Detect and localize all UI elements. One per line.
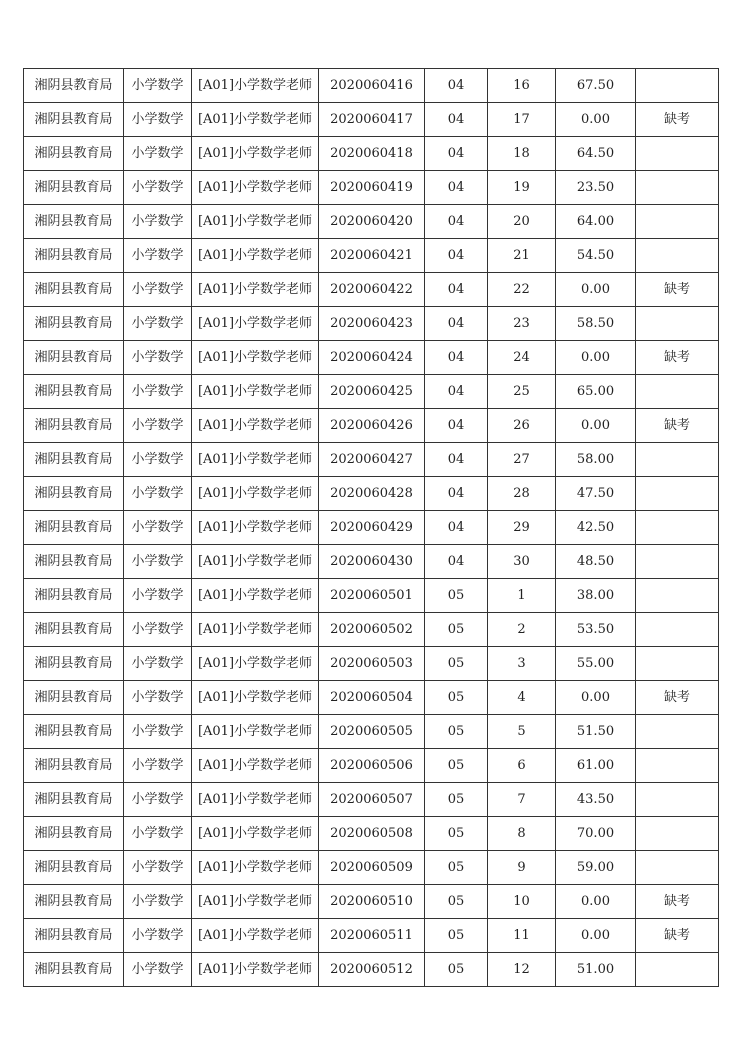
exam-number-cell: 2020060421 bbox=[319, 239, 425, 273]
unit-cell: 湘阴县教育局 bbox=[24, 511, 124, 545]
seat-number-cell: 25 bbox=[488, 375, 556, 409]
score-cell: 0.00 bbox=[556, 341, 636, 375]
score-cell: 64.50 bbox=[556, 137, 636, 171]
post-cell: [A01]小学数学老师 bbox=[192, 579, 319, 613]
remark-cell bbox=[636, 749, 719, 783]
exam-number-cell: 2020060501 bbox=[319, 579, 425, 613]
unit-cell: 湘阴县教育局 bbox=[24, 69, 124, 103]
seat-number-cell: 4 bbox=[488, 681, 556, 715]
remark-cell bbox=[636, 953, 719, 987]
table-row bbox=[24, 511, 719, 545]
exam-room-cell: 04 bbox=[425, 137, 488, 171]
unit-cell: 湘阴县教育局 bbox=[24, 647, 124, 681]
subject-cell: 小学数学 bbox=[124, 953, 192, 987]
unit-cell: 湘阴县教育局 bbox=[24, 103, 124, 137]
exam-room-cell: 04 bbox=[425, 341, 488, 375]
score-cell: 0.00 bbox=[556, 409, 636, 443]
exam-number-cell: 2020060511 bbox=[319, 919, 425, 953]
table-row bbox=[24, 579, 719, 613]
exam-room-cell: 04 bbox=[425, 409, 488, 443]
seat-number-cell: 30 bbox=[488, 545, 556, 579]
table-row bbox=[24, 477, 719, 511]
unit-cell: 湘阴县教育局 bbox=[24, 443, 124, 477]
subject-cell: 小学数学 bbox=[124, 783, 192, 817]
exam-room-cell: 05 bbox=[425, 919, 488, 953]
table-row bbox=[24, 239, 719, 273]
score-cell: 70.00 bbox=[556, 817, 636, 851]
post-cell: [A01]小学数学老师 bbox=[192, 749, 319, 783]
table-row bbox=[24, 885, 719, 919]
unit-cell: 湘阴县教育局 bbox=[24, 545, 124, 579]
remark-cell bbox=[636, 817, 719, 851]
unit-cell: 湘阴县教育局 bbox=[24, 613, 124, 647]
table-row bbox=[24, 613, 719, 647]
seat-number-cell: 27 bbox=[488, 443, 556, 477]
exam-number-cell: 2020060423 bbox=[319, 307, 425, 341]
table-row bbox=[24, 69, 719, 103]
exam-room-cell: 05 bbox=[425, 681, 488, 715]
remark-cell bbox=[636, 647, 719, 681]
score-cell: 67.50 bbox=[556, 69, 636, 103]
subject-cell: 小学数学 bbox=[124, 919, 192, 953]
remark-cell bbox=[636, 851, 719, 885]
remark-cell bbox=[636, 715, 719, 749]
subject-cell: 小学数学 bbox=[124, 817, 192, 851]
unit-cell: 湘阴县教育局 bbox=[24, 783, 124, 817]
exam-number-cell: 2020060422 bbox=[319, 273, 425, 307]
subject-cell: 小学数学 bbox=[124, 239, 192, 273]
exam-room-cell: 05 bbox=[425, 579, 488, 613]
exam-room-cell: 05 bbox=[425, 647, 488, 681]
remark-cell bbox=[636, 239, 719, 273]
post-cell: [A01]小学数学老师 bbox=[192, 409, 319, 443]
score-cell: 51.00 bbox=[556, 953, 636, 987]
seat-number-cell: 9 bbox=[488, 851, 556, 885]
unit-cell: 湘阴县教育局 bbox=[24, 477, 124, 511]
exam-number-cell: 2020060425 bbox=[319, 375, 425, 409]
remark-cell bbox=[636, 613, 719, 647]
subject-cell: 小学数学 bbox=[124, 647, 192, 681]
seat-number-cell: 22 bbox=[488, 273, 556, 307]
post-cell: [A01]小学数学老师 bbox=[192, 341, 319, 375]
seat-number-cell: 16 bbox=[488, 69, 556, 103]
table-row bbox=[24, 443, 719, 477]
remark-cell bbox=[636, 783, 719, 817]
remark-cell: 缺考 bbox=[636, 341, 719, 375]
unit-cell: 湘阴县教育局 bbox=[24, 205, 124, 239]
exam-number-cell: 2020060420 bbox=[319, 205, 425, 239]
table-row bbox=[24, 205, 719, 239]
score-cell: 0.00 bbox=[556, 103, 636, 137]
unit-cell: 湘阴县教育局 bbox=[24, 715, 124, 749]
subject-cell: 小学数学 bbox=[124, 103, 192, 137]
exam-room-cell: 04 bbox=[425, 545, 488, 579]
exam-number-cell: 2020060505 bbox=[319, 715, 425, 749]
exam-room-cell: 04 bbox=[425, 103, 488, 137]
post-cell: [A01]小学数学老师 bbox=[192, 613, 319, 647]
subject-cell: 小学数学 bbox=[124, 477, 192, 511]
unit-cell: 湘阴县教育局 bbox=[24, 341, 124, 375]
post-cell: [A01]小学数学老师 bbox=[192, 205, 319, 239]
score-cell: 53.50 bbox=[556, 613, 636, 647]
post-cell: [A01]小学数学老师 bbox=[192, 715, 319, 749]
score-cell: 38.00 bbox=[556, 579, 636, 613]
exam-room-cell: 05 bbox=[425, 817, 488, 851]
exam-room-cell: 05 bbox=[425, 749, 488, 783]
seat-number-cell: 18 bbox=[488, 137, 556, 171]
post-cell: [A01]小学数学老师 bbox=[192, 69, 319, 103]
table-row bbox=[24, 681, 719, 715]
exam-room-cell: 04 bbox=[425, 69, 488, 103]
table-row bbox=[24, 137, 719, 171]
unit-cell: 湘阴县教育局 bbox=[24, 239, 124, 273]
table-row bbox=[24, 647, 719, 681]
remark-cell bbox=[636, 545, 719, 579]
exam-number-cell: 2020060426 bbox=[319, 409, 425, 443]
seat-number-cell: 3 bbox=[488, 647, 556, 681]
table-row bbox=[24, 851, 719, 885]
exam-room-cell: 05 bbox=[425, 715, 488, 749]
post-cell: [A01]小学数学老师 bbox=[192, 443, 319, 477]
remark-cell bbox=[636, 307, 719, 341]
unit-cell: 湘阴县教育局 bbox=[24, 681, 124, 715]
score-cell: 43.50 bbox=[556, 783, 636, 817]
seat-number-cell: 20 bbox=[488, 205, 556, 239]
seat-number-cell: 28 bbox=[488, 477, 556, 511]
unit-cell: 湘阴县教育局 bbox=[24, 851, 124, 885]
post-cell: [A01]小学数学老师 bbox=[192, 375, 319, 409]
exam-number-cell: 2020060510 bbox=[319, 885, 425, 919]
table-row bbox=[24, 953, 719, 987]
score-cell: 0.00 bbox=[556, 919, 636, 953]
remark-cell: 缺考 bbox=[636, 103, 719, 137]
subject-cell: 小学数学 bbox=[124, 307, 192, 341]
exam-number-cell: 2020060417 bbox=[319, 103, 425, 137]
table-row bbox=[24, 171, 719, 205]
subject-cell: 小学数学 bbox=[124, 69, 192, 103]
exam-number-cell: 2020060503 bbox=[319, 647, 425, 681]
exam-room-cell: 05 bbox=[425, 885, 488, 919]
seat-number-cell: 19 bbox=[488, 171, 556, 205]
table-row bbox=[24, 103, 719, 137]
seat-number-cell: 5 bbox=[488, 715, 556, 749]
score-cell: 47.50 bbox=[556, 477, 636, 511]
seat-number-cell: 26 bbox=[488, 409, 556, 443]
post-cell: [A01]小学数学老师 bbox=[192, 273, 319, 307]
subject-cell: 小学数学 bbox=[124, 375, 192, 409]
remark-cell bbox=[636, 205, 719, 239]
exam-number-cell: 2020060424 bbox=[319, 341, 425, 375]
score-cell: 54.50 bbox=[556, 239, 636, 273]
exam-room-cell: 04 bbox=[425, 443, 488, 477]
post-cell: [A01]小学数学老师 bbox=[192, 817, 319, 851]
exam-room-cell: 05 bbox=[425, 613, 488, 647]
score-cell: 23.50 bbox=[556, 171, 636, 205]
post-cell: [A01]小学数学老师 bbox=[192, 239, 319, 273]
remark-cell bbox=[636, 375, 719, 409]
remark-cell bbox=[636, 69, 719, 103]
exam-number-cell: 2020060427 bbox=[319, 443, 425, 477]
seat-number-cell: 23 bbox=[488, 307, 556, 341]
table-row bbox=[24, 545, 719, 579]
post-cell: [A01]小学数学老师 bbox=[192, 171, 319, 205]
remark-cell bbox=[636, 443, 719, 477]
exam-number-cell: 2020060502 bbox=[319, 613, 425, 647]
exam-room-cell: 04 bbox=[425, 375, 488, 409]
unit-cell: 湘阴县教育局 bbox=[24, 307, 124, 341]
subject-cell: 小学数学 bbox=[124, 613, 192, 647]
unit-cell: 湘阴县教育局 bbox=[24, 885, 124, 919]
table-row bbox=[24, 307, 719, 341]
unit-cell: 湘阴县教育局 bbox=[24, 579, 124, 613]
post-cell: [A01]小学数学老师 bbox=[192, 851, 319, 885]
exam-room-cell: 04 bbox=[425, 307, 488, 341]
subject-cell: 小学数学 bbox=[124, 511, 192, 545]
post-cell: [A01]小学数学老师 bbox=[192, 919, 319, 953]
subject-cell: 小学数学 bbox=[124, 443, 192, 477]
score-cell: 0.00 bbox=[556, 273, 636, 307]
post-cell: [A01]小学数学老师 bbox=[192, 511, 319, 545]
table-row bbox=[24, 409, 719, 443]
exam-room-cell: 05 bbox=[425, 851, 488, 885]
exam-number-cell: 2020060508 bbox=[319, 817, 425, 851]
post-cell: [A01]小学数学老师 bbox=[192, 307, 319, 341]
exam-number-cell: 2020060512 bbox=[319, 953, 425, 987]
score-cell: 59.00 bbox=[556, 851, 636, 885]
subject-cell: 小学数学 bbox=[124, 681, 192, 715]
exam-room-cell: 04 bbox=[425, 511, 488, 545]
unit-cell: 湘阴县教育局 bbox=[24, 749, 124, 783]
subject-cell: 小学数学 bbox=[124, 205, 192, 239]
score-cell: 61.00 bbox=[556, 749, 636, 783]
remark-cell bbox=[636, 579, 719, 613]
seat-number-cell: 1 bbox=[488, 579, 556, 613]
post-cell: [A01]小学数学老师 bbox=[192, 545, 319, 579]
score-cell: 58.00 bbox=[556, 443, 636, 477]
exam-number-cell: 2020060509 bbox=[319, 851, 425, 885]
exam-number-cell: 2020060507 bbox=[319, 783, 425, 817]
remark-cell: 缺考 bbox=[636, 681, 719, 715]
exam-room-cell: 05 bbox=[425, 953, 488, 987]
score-cell: 48.50 bbox=[556, 545, 636, 579]
seat-number-cell: 2 bbox=[488, 613, 556, 647]
score-table-body bbox=[24, 69, 719, 987]
post-cell: [A01]小学数学老师 bbox=[192, 953, 319, 987]
seat-number-cell: 17 bbox=[488, 103, 556, 137]
remark-cell bbox=[636, 171, 719, 205]
exam-number-cell: 2020060416 bbox=[319, 69, 425, 103]
post-cell: [A01]小学数学老师 bbox=[192, 477, 319, 511]
table-row bbox=[24, 783, 719, 817]
score-cell: 64.00 bbox=[556, 205, 636, 239]
subject-cell: 小学数学 bbox=[124, 341, 192, 375]
post-cell: [A01]小学数学老师 bbox=[192, 885, 319, 919]
seat-number-cell: 11 bbox=[488, 919, 556, 953]
subject-cell: 小学数学 bbox=[124, 409, 192, 443]
exam-room-cell: 04 bbox=[425, 171, 488, 205]
subject-cell: 小学数学 bbox=[124, 715, 192, 749]
exam-room-cell: 04 bbox=[425, 239, 488, 273]
subject-cell: 小学数学 bbox=[124, 545, 192, 579]
score-cell: 0.00 bbox=[556, 681, 636, 715]
exam-number-cell: 2020060430 bbox=[319, 545, 425, 579]
post-cell: [A01]小学数学老师 bbox=[192, 783, 319, 817]
exam-number-cell: 2020060428 bbox=[319, 477, 425, 511]
remark-cell bbox=[636, 137, 719, 171]
table-row bbox=[24, 749, 719, 783]
unit-cell: 湘阴县教育局 bbox=[24, 171, 124, 205]
seat-number-cell: 6 bbox=[488, 749, 556, 783]
subject-cell: 小学数学 bbox=[124, 137, 192, 171]
table-row bbox=[24, 375, 719, 409]
unit-cell: 湘阴县教育局 bbox=[24, 953, 124, 987]
exam-room-cell: 04 bbox=[425, 205, 488, 239]
post-cell: [A01]小学数学老师 bbox=[192, 681, 319, 715]
seat-number-cell: 10 bbox=[488, 885, 556, 919]
subject-cell: 小学数学 bbox=[124, 171, 192, 205]
table-row bbox=[24, 919, 719, 953]
exam-room-cell: 05 bbox=[425, 783, 488, 817]
unit-cell: 湘阴县教育局 bbox=[24, 919, 124, 953]
seat-number-cell: 24 bbox=[488, 341, 556, 375]
remark-cell: 缺考 bbox=[636, 885, 719, 919]
table-row bbox=[24, 817, 719, 851]
unit-cell: 湘阴县教育局 bbox=[24, 137, 124, 171]
remark-cell: 缺考 bbox=[636, 919, 719, 953]
subject-cell: 小学数学 bbox=[124, 749, 192, 783]
remark-cell bbox=[636, 477, 719, 511]
score-cell: 65.00 bbox=[556, 375, 636, 409]
unit-cell: 湘阴县教育局 bbox=[24, 817, 124, 851]
seat-number-cell: 7 bbox=[488, 783, 556, 817]
seat-number-cell: 8 bbox=[488, 817, 556, 851]
table-row bbox=[24, 273, 719, 307]
remark-cell: 缺考 bbox=[636, 273, 719, 307]
unit-cell: 湘阴县教育局 bbox=[24, 273, 124, 307]
unit-cell: 湘阴县教育局 bbox=[24, 409, 124, 443]
post-cell: [A01]小学数学老师 bbox=[192, 647, 319, 681]
remark-cell bbox=[636, 511, 719, 545]
post-cell: [A01]小学数学老师 bbox=[192, 103, 319, 137]
post-cell: [A01]小学数学老师 bbox=[192, 137, 319, 171]
table-row bbox=[24, 341, 719, 375]
score-table bbox=[23, 68, 719, 987]
score-cell: 51.50 bbox=[556, 715, 636, 749]
seat-number-cell: 12 bbox=[488, 953, 556, 987]
remark-cell: 缺考 bbox=[636, 409, 719, 443]
exam-number-cell: 2020060506 bbox=[319, 749, 425, 783]
subject-cell: 小学数学 bbox=[124, 273, 192, 307]
score-cell: 0.00 bbox=[556, 885, 636, 919]
score-cell: 55.00 bbox=[556, 647, 636, 681]
score-cell: 42.50 bbox=[556, 511, 636, 545]
exam-number-cell: 2020060504 bbox=[319, 681, 425, 715]
subject-cell: 小学数学 bbox=[124, 851, 192, 885]
subject-cell: 小学数学 bbox=[124, 579, 192, 613]
exam-number-cell: 2020060419 bbox=[319, 171, 425, 205]
score-cell: 58.50 bbox=[556, 307, 636, 341]
exam-number-cell: 2020060418 bbox=[319, 137, 425, 171]
exam-room-cell: 04 bbox=[425, 273, 488, 307]
exam-room-cell: 04 bbox=[425, 477, 488, 511]
table-row bbox=[24, 715, 719, 749]
unit-cell: 湘阴县教育局 bbox=[24, 375, 124, 409]
seat-number-cell: 21 bbox=[488, 239, 556, 273]
seat-number-cell: 29 bbox=[488, 511, 556, 545]
exam-number-cell: 2020060429 bbox=[319, 511, 425, 545]
subject-cell: 小学数学 bbox=[124, 885, 192, 919]
